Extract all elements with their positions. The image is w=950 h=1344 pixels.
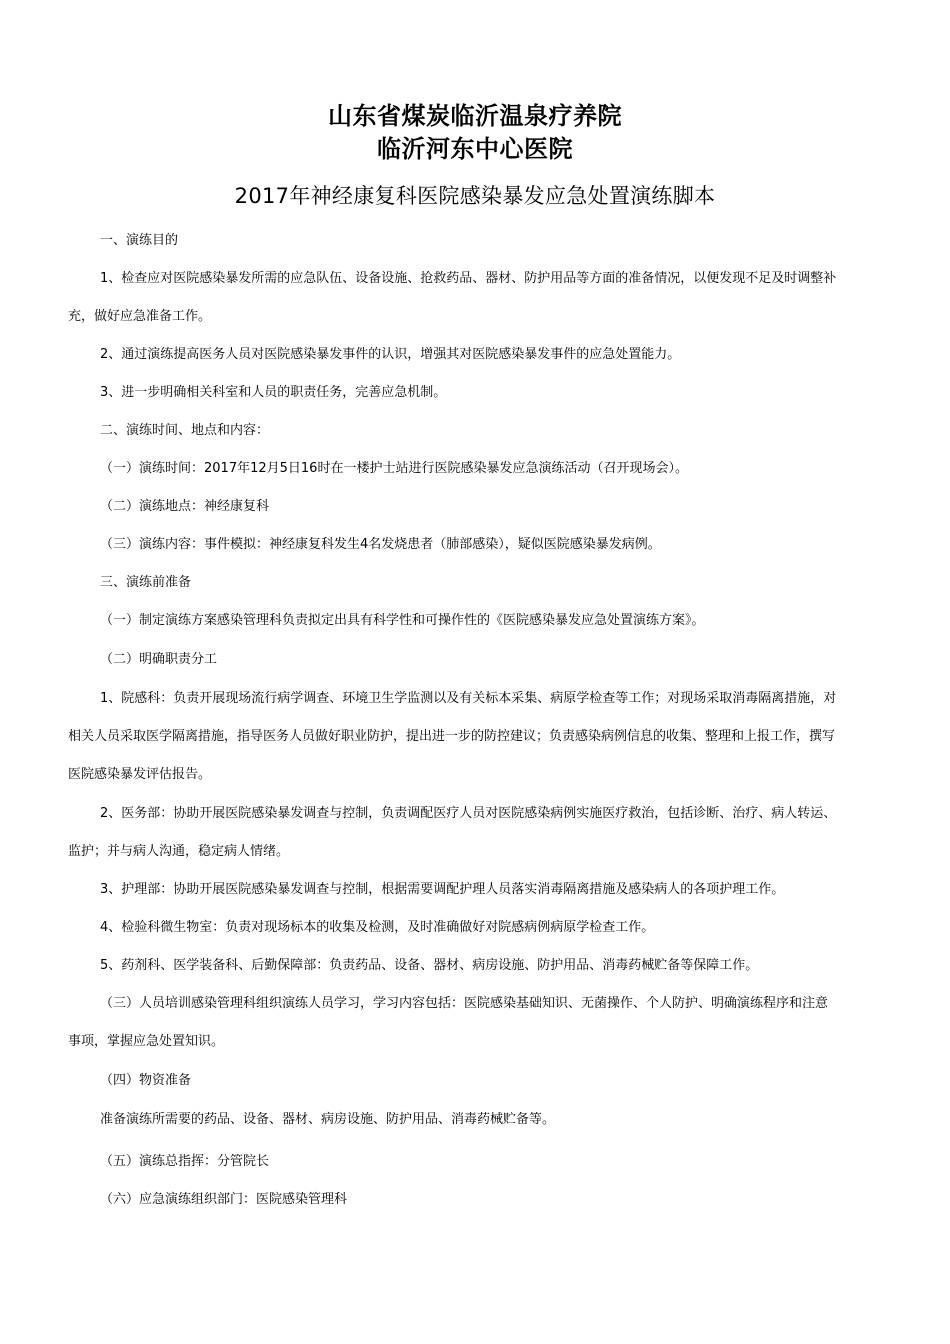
material-text: 准备演练所需要的药品、设备、器材、病房设施、防护用品、消毒药械贮备等。 [100, 1112, 556, 1127]
duty-item-1-line1: 1、院感科：负责开展现场流行病学调查、环境卫生学监测以及有关标本采集、病原学检查等工作；对现场采取消毒隔离措施，对 [100, 691, 837, 706]
staff-training [68, 985, 888, 1061]
material-heading: （四）物资准备 [100, 1073, 192, 1088]
duty-item-3: 3、护理部：协助开展医院感染暴发调查与控制，根据需要调配护理人员落实消毒隔离措施及感染病人的各项护理工作。 [100, 882, 785, 897]
duty-item-4: 4、检验科微生物室：负责对现场标本的收集及检测，及时准确做好对院感病例病原学检查工作。 [100, 920, 655, 935]
duty-item-2 [68, 795, 888, 871]
purpose-item-2: 2、通过演练提高医务人员对医院感染暴发事件的认识，增强其对医院感染暴发事件的应急处置能力。 [100, 347, 681, 362]
drill-plan: （一）制定演练方案感染管理科负责拟定出具有科学性和可操作性的《医院感染暴发应急处置演练方案》。 [100, 613, 705, 628]
purpose-item-1-line2: 充，做好应急准备工作。 [68, 309, 212, 324]
document-subtitle: 2017年神经康复科医院感染暴发应急处置演练脚本 [234, 184, 716, 208]
staff-training-line2: 事项，掌握应急处置知识。 [68, 1034, 225, 1049]
drill-organizer: （六）应急演练组织部门：医院感染管理科 [100, 1192, 348, 1207]
duty-item-2-line2: 监护；并与病人沟通，稳定病人情绪。 [68, 844, 290, 859]
section2-heading: 二、演练时间、地点和内容： [100, 423, 270, 438]
drill-place: （二）演练地点：神经康复科 [100, 499, 270, 514]
staff-training-line1: （三）人员培训感染管理科组织演练人员学习，学习内容包括：医院感染基础知识、无菌操作、个人防护、明确演练程序和注意 [100, 996, 829, 1011]
section3-heading: 三、演练前准备 [100, 575, 192, 590]
drill-time: （一）演练时间：2017年12月5日16时在一楼护士站进行医院感染暴发应急演练活动（召开现场会）。 [100, 461, 688, 476]
purpose-item-1 [68, 260, 888, 336]
drill-commander: （五）演练总指挥：分管院长 [100, 1154, 270, 1169]
section1-heading: 一、演练目的 [100, 233, 179, 248]
purpose-item-1-line1: 1、检查应对医院感染暴发所需的应急队伍、设备设施、抢救药品、器材、防护用品等方面的准备情况，以便发现不足及时调整补 [100, 271, 837, 286]
purpose-item-3: 3、进一步明确相关科室和人员的职责任务，完善应急机制。 [100, 385, 447, 400]
duty-item-5: 5、药剂科、医学装备科、后勤保障部：负责药品、设备、器材、病房设施、防护用品、消毒药械贮备等保障工作。 [100, 958, 759, 973]
document-title-line2: 临沂河东中心医院 [377, 135, 573, 163]
drill-content: （三）演练内容：事件模拟：神经康复科发生4名发烧患者（肺部感染），疑似医院感染暴发病例。 [100, 537, 661, 552]
duty-item-1 [68, 680, 888, 794]
document-title-line1: 山东省煤炭临沂温泉疗养院 [328, 102, 622, 130]
duty-item-1-line2: 相关人员采取医学隔离措施，指导医务人员做好职业防护，提出进一步的防控建议；负责感染病例信息的收集、整理和上报工作，撰写 [68, 729, 836, 744]
duty-item-1-line3: 医院感染暴发评估报告。 [68, 767, 212, 782]
duty-division-heading: （二）明确职责分工 [100, 652, 218, 667]
duty-item-2-line1: 2、医务部：协助开展医院感染暴发调查与控制，负责调配医疗人员对医院感染病例实施医疗救治，包括诊断、治疗、病人转运、 [100, 806, 837, 821]
